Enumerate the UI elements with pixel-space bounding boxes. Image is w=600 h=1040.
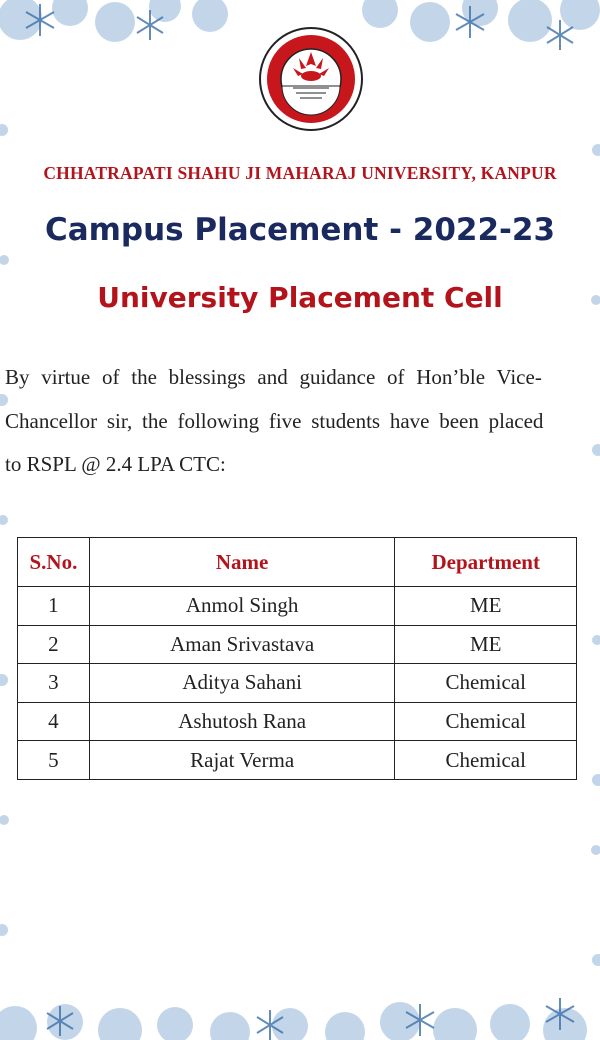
- table-row: [18, 741, 577, 780]
- intro-line: By virtue of the blessings and guidance of Hon’ble Vice-: [5, 365, 542, 389]
- cell-name: Anmol Singh: [89, 587, 395, 626]
- cell-department: Chemical: [395, 664, 577, 703]
- table-row: [18, 587, 577, 626]
- cell-department: ME: [395, 587, 577, 626]
- header-department: Department: [395, 538, 577, 587]
- cell-name: Aman Srivastava: [89, 625, 395, 664]
- cell-department: ME: [395, 625, 577, 664]
- cell-sno: 3: [18, 664, 90, 703]
- table-row: [18, 702, 577, 741]
- university-logo: [258, 26, 364, 132]
- table-row: [18, 625, 577, 664]
- university-name: CHHATRAPATI SHAHU JI MAHARAJ UNIVERSITY, KANPUR: [43, 163, 557, 183]
- page-subtitle: University Placement Cell: [97, 281, 503, 314]
- cell-department: Chemical: [395, 702, 577, 741]
- cell-sno: 4: [18, 702, 90, 741]
- cell-sno: 5: [18, 741, 90, 780]
- snowflake-border-bottom: [0, 970, 600, 1040]
- placement-table: [17, 537, 577, 780]
- cell-department: Chemical: [395, 741, 577, 780]
- snowflake-border-left: [0, 0, 14, 1040]
- cell-name: Rajat Verma: [89, 741, 395, 780]
- intro-line: Chancellor sir, the following five students have been placed: [5, 408, 544, 433]
- cell-sno: 2: [18, 625, 90, 664]
- header-sno: S.No.: [18, 538, 90, 587]
- table-row: [18, 664, 577, 703]
- intro-paragraph: [5, 356, 600, 487]
- header-name: Name: [89, 538, 395, 587]
- table-header-row: [18, 538, 577, 587]
- snowflake-border-right: [586, 0, 600, 1040]
- cell-sno: 1: [18, 587, 90, 626]
- intro-line: to RSPL @ 2.4 LPA CTC:: [5, 452, 226, 476]
- cell-name: Ashutosh Rana: [89, 702, 395, 741]
- page-title: Campus Placement - 2022-23: [44, 212, 556, 248]
- cell-name: Aditya Sahani: [89, 664, 395, 703]
